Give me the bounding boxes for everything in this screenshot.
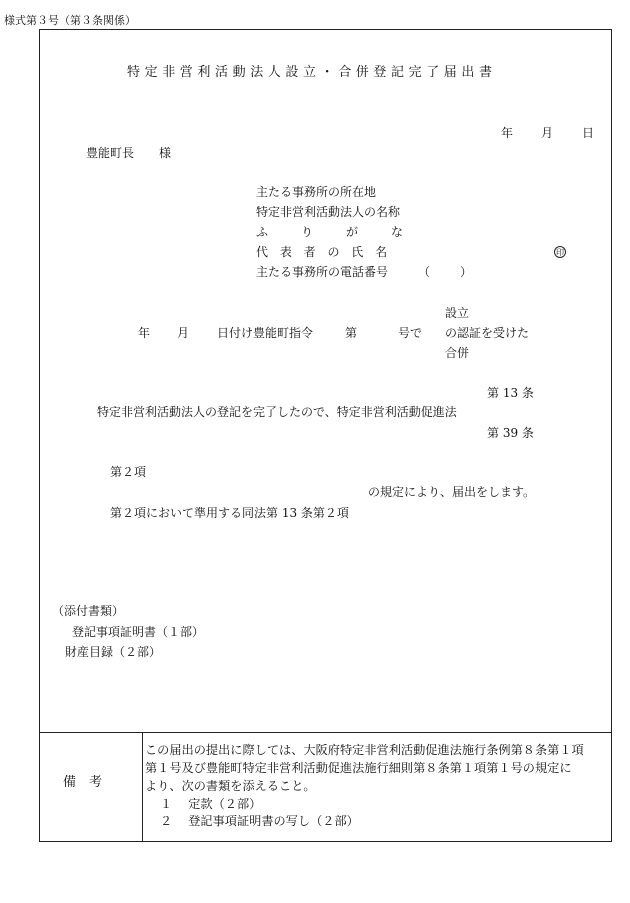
article-13: 第 13 条 xyxy=(487,386,534,400)
paragraph-2-applied: 第２項において準用する同法第 13 条第２項 xyxy=(110,506,349,520)
paragraph-2: 第２項 xyxy=(110,465,147,479)
furigana-label-3: が xyxy=(346,225,359,239)
option-establish: 設立 xyxy=(445,306,470,320)
addressee-honorific: 様 xyxy=(159,146,172,160)
form-label: 様式第３号（第３条関係） xyxy=(4,14,136,27)
remarks-line-2: 第１号及び豊能町特定非営利活動促進法施行細則第８条第１項第１号の規定に xyxy=(145,761,572,775)
phone-paren-open: （ xyxy=(418,265,431,279)
remarks-line-1: この届出の提出に際しては、大阪府特定非営利活動促進法施行条例第８条第１項 xyxy=(145,743,584,757)
remarks-line-5: ２ 登記事項証明書の写し（２部） xyxy=(160,814,359,828)
attachment-item-1: 登記事項証明書（１部） xyxy=(72,625,205,639)
addressee xyxy=(86,147,171,159)
statement-main: 特定非営利活動法人の登記を完了したので、特定非営利活動促進法 xyxy=(97,405,457,419)
seal-mark: 印 xyxy=(556,248,564,257)
attachments-heading: （添付書類） xyxy=(52,604,125,618)
cert-number-suffix: 号で xyxy=(398,326,423,340)
furigana-label-4: な xyxy=(391,225,404,239)
corp-name-label: 特定非営利活動法人の名称 xyxy=(256,205,401,219)
cert-received: の認証を受けた xyxy=(445,326,530,340)
document-title: 特定非営利活動法人設立・合併登記完了届出書 xyxy=(127,65,497,80)
cert-year: 年 xyxy=(138,326,151,340)
office-address-label: 主たる事務所の所在地 xyxy=(256,185,377,199)
remarks-label: 備 考 xyxy=(63,775,103,790)
date-month: 月 xyxy=(541,126,554,140)
remarks-line-3: より、次の書類を添えること。 xyxy=(145,779,316,793)
article-39: 第 39 条 xyxy=(487,426,534,440)
option-merge: 合併 xyxy=(445,346,470,360)
cert-designation: 日付け豊能町指令 xyxy=(217,326,314,340)
addressee-name: 豊能町長 xyxy=(86,146,135,160)
remarks-column-divider xyxy=(142,732,143,842)
statement-closing: の規定により、届出をします。 xyxy=(368,485,536,499)
remarks-divider xyxy=(40,732,611,733)
cert-month: 月 xyxy=(177,326,190,340)
furigana-label-2: り xyxy=(301,225,314,239)
date-day: 日 xyxy=(582,126,595,140)
remarks-line-4: １ 定款（２部） xyxy=(160,797,262,811)
phone-label: 主たる事務所の電話番号 xyxy=(256,265,389,279)
phone-paren-close: ） xyxy=(460,265,473,279)
cert-number-prefix: 第 xyxy=(345,326,358,340)
furigana-label-1: ふ xyxy=(256,225,269,239)
date-year: 年 xyxy=(501,126,514,140)
attachment-item-2: 財産目録（２部） xyxy=(65,645,162,659)
representative-label: 代 表 者 の 氏 名 xyxy=(256,245,392,259)
